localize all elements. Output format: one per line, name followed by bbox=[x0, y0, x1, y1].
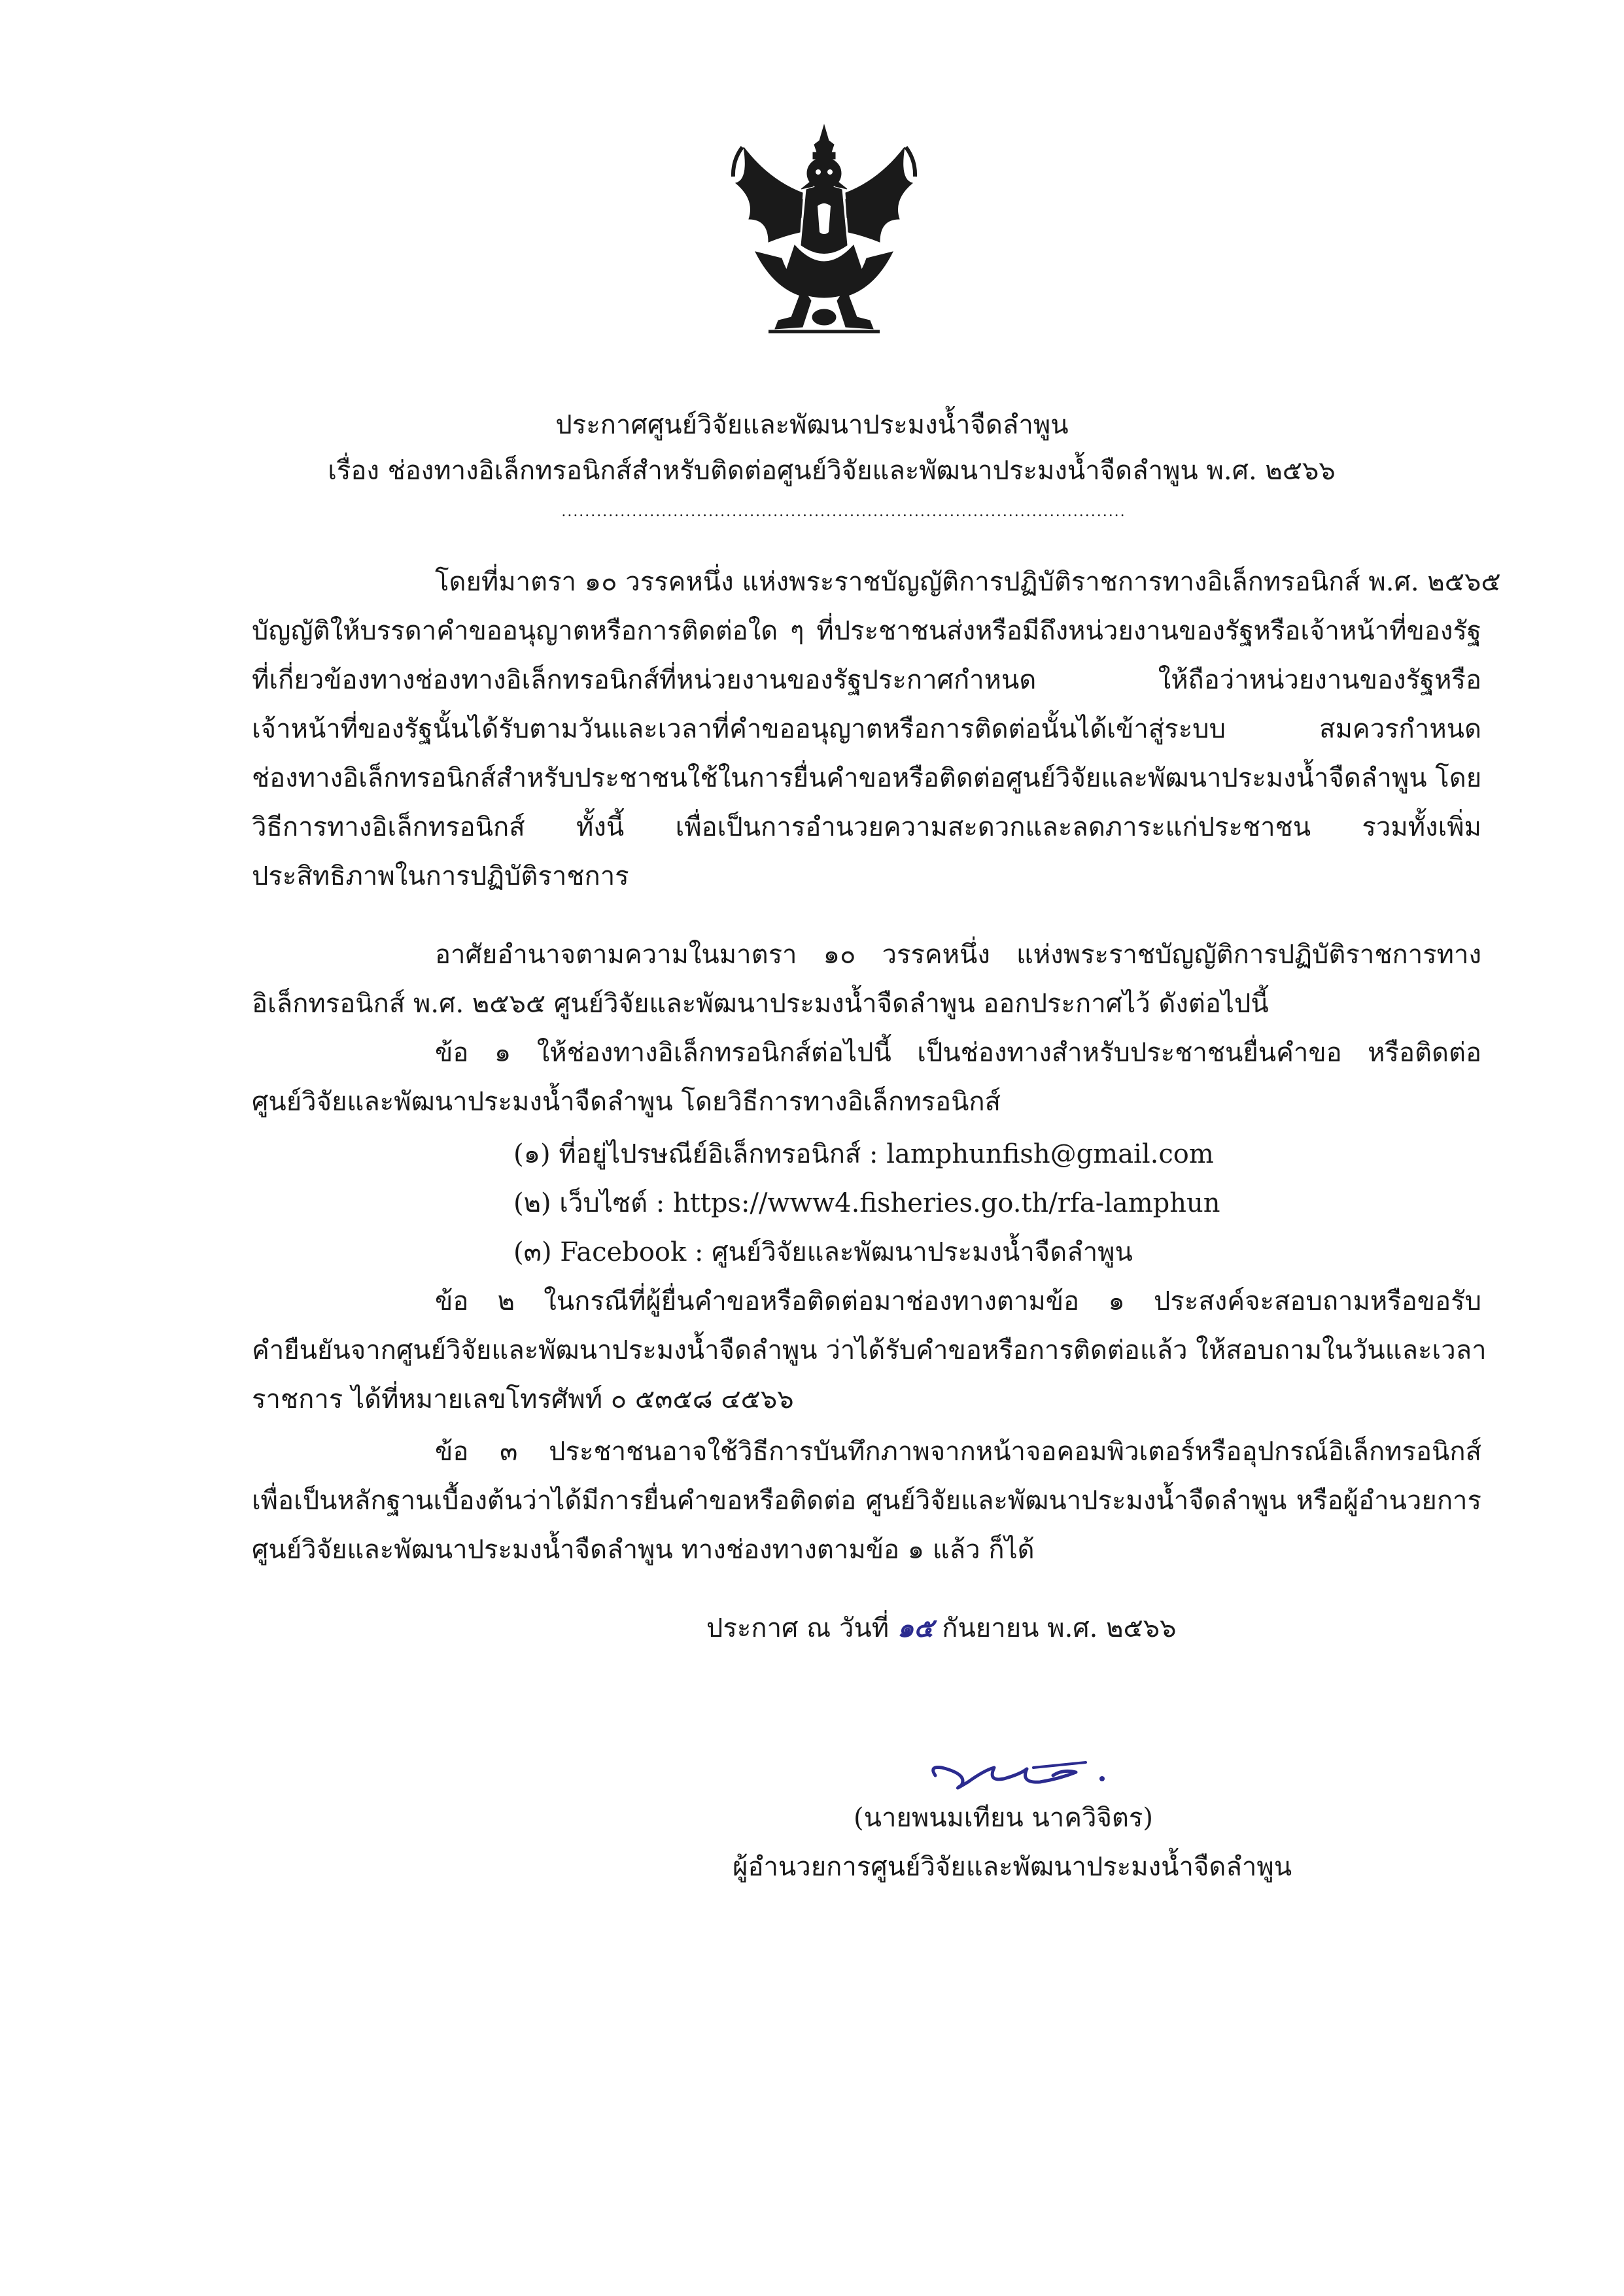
p1-line-5: ช่องทางอิเล็กทรอนิกส์สำหรับประชาชนใช้ในการยื่นคำขอหรือติดต่อศูนย์วิจัยและพัฒนาประมงน้ำจืดลำพูน โดย bbox=[252, 763, 1482, 793]
date-prefix: ประกาศ ณ วันที่ bbox=[706, 1613, 897, 1643]
clause3-line-3: ศูนย์วิจัยและพัฒนาประมงน้ำจืดลำพูน ทางช่องทางตามข้อ ๑ แล้ว ก็ได้ bbox=[252, 1535, 1035, 1565]
signatory-position: ผู้อำนวยการศูนย์วิจัยและพัฒนาประมงน้ำจืดลำพูน bbox=[733, 1852, 1292, 1882]
garuda-emblem-icon bbox=[729, 121, 919, 343]
channel-email: (๑) ที่อยู่ไปรษณีย์อิเล็กทรอนิกส์ : lamphunfish@gmail.com bbox=[513, 1139, 1214, 1169]
channel-website: (๒) เว็บไซต์ : https://www4.fisheries.go.th/rfa-lamphun bbox=[513, 1188, 1220, 1218]
p1-line-1: โดยที่มาตรา ๑๐ วรรคหนึ่ง แห่งพระราชบัญญัติการปฏิบัติราชการทางอิเล็กทรอนิกส์ พ.ศ. ๒๕๖๕ bbox=[435, 567, 1501, 597]
announcement-date bbox=[706, 1609, 1177, 1648]
p1-line-2: บัญญัติให้บรรดาคำขออนุญาตหรือการติดต่อใด ๆ ที่ประชาชนส่งหรือมีถึงหน่วยงานของรัฐหรือเจ้าหน้าที่ของรัฐ bbox=[252, 616, 1481, 646]
header-separator: ................................................................................................ bbox=[561, 504, 1126, 520]
p1-line-6: วิธีการทางอิเล็กทรอนิกส์ ทั้งนี้ เพื่อเป็นการอำนวยความสะดวกและลดภาระแก่ประชาชน รวมทั้งเพิ่ม bbox=[252, 812, 1481, 842]
clause3-line-1: ข้อ ๓ ประชาชนอาจใช้วิธีการบันทึกภาพจากหน้าจอคอมพิวเตอร์หรืออุปกรณ์อิเล็กทรอนิกส์ bbox=[435, 1437, 1481, 1467]
p1-line-4: เจ้าหน้าที่ของรัฐนั้นได้รับตามวันและเวลาที่คำขออนุญาตหรือการติดต่อนั้นได้เข้าสู่ระบบ สมควรกำหนด bbox=[252, 714, 1481, 744]
p1-line-7: ประสิทธิภาพในการปฏิบัติราชการ bbox=[252, 861, 629, 891]
announcement-title: ประกาศศูนย์วิจัยและพัฒนาประมงน้ำจืดลำพูน bbox=[555, 410, 1069, 440]
signatory-name: (นายพนมเทียน นาควิจิตร) bbox=[854, 1803, 1153, 1833]
announcement-subject: เรื่อง ช่องทางอิเล็กทรอนิกส์สำหรับติดต่อศูนย์วิจัยและพัฒนาประมงน้ำจืดลำพูน พ.ศ. ๒๕๖๖ bbox=[328, 456, 1336, 486]
date-day-handwritten: ๑๕ bbox=[897, 1613, 934, 1643]
clause2-line-3: ราชการ ได้ที่หมายเลขโทรศัพท์ ๐ ๕๓๕๘ ๔๕๖๖ bbox=[252, 1384, 794, 1414]
clause2-line-2: คำยืนยันจากศูนย์วิจัยและพัฒนาประมงน้ำจืดลำพูน ว่าได้รับคำขอหรือการติดต่อแล้ว ให้สอบถามในวันและเวลา bbox=[252, 1335, 1487, 1365]
p1-line-3: ที่เกี่ยวข้องทางช่องทางอิเล็กทรอนิกส์ที่หน่วยงานของรัฐประกาศกำหนด ให้ถือว่าหน่วยงานของรัฐหรือ bbox=[252, 665, 1481, 695]
date-suffix: กันยายน พ.ศ. ๒๕๖๖ bbox=[933, 1613, 1177, 1643]
clause2-line-1: ข้อ ๒ ในกรณีที่ผู้ยื่นคำขอหรือติดต่อมาช่องทางตามข้อ ๑ ประสงค์จะสอบถามหรือขอรับ bbox=[435, 1286, 1481, 1316]
clause1-line-1: ข้อ ๑ ให้ช่องทางอิเล็กทรอนิกส์ต่อไปนี้ เป็นช่องทางสำหรับประชาชนยื่นคำขอ หรือติดต่อ bbox=[435, 1038, 1481, 1068]
clause3-line-2: เพื่อเป็นหลักฐานเบื้องต้นว่าได้มีการยื่นคำขอหรือติดต่อ ศูนย์วิจัยและพัฒนาประมงน้ำจืดลำพูน หรือผู้อำนวยการ bbox=[252, 1486, 1481, 1516]
p2-line-2: อิเล็กทรอนิกส์ พ.ศ. ๒๕๖๕ ศูนย์วิจัยและพัฒนาประมงน้ำจืดลำพูน ออกประกาศไว้ ดังต่อไปนี้ bbox=[252, 989, 1269, 1019]
channel-facebook: (๓) Facebook : ศูนย์วิจัยและพัฒนาประมงน้ำจืดลำพูน bbox=[513, 1237, 1133, 1267]
clause1-line-2: ศูนย์วิจัยและพัฒนาประมงน้ำจืดลำพูน โดยวิธีการทางอิเล็กทรอนิกส์ bbox=[252, 1087, 1001, 1117]
p2-line-1: อาศัยอำนาจตามความในมาตรา ๑๐ วรรคหนึ่ง แห่งพระราชบัญญัติการปฏิบัติราชการทาง bbox=[435, 940, 1481, 970]
